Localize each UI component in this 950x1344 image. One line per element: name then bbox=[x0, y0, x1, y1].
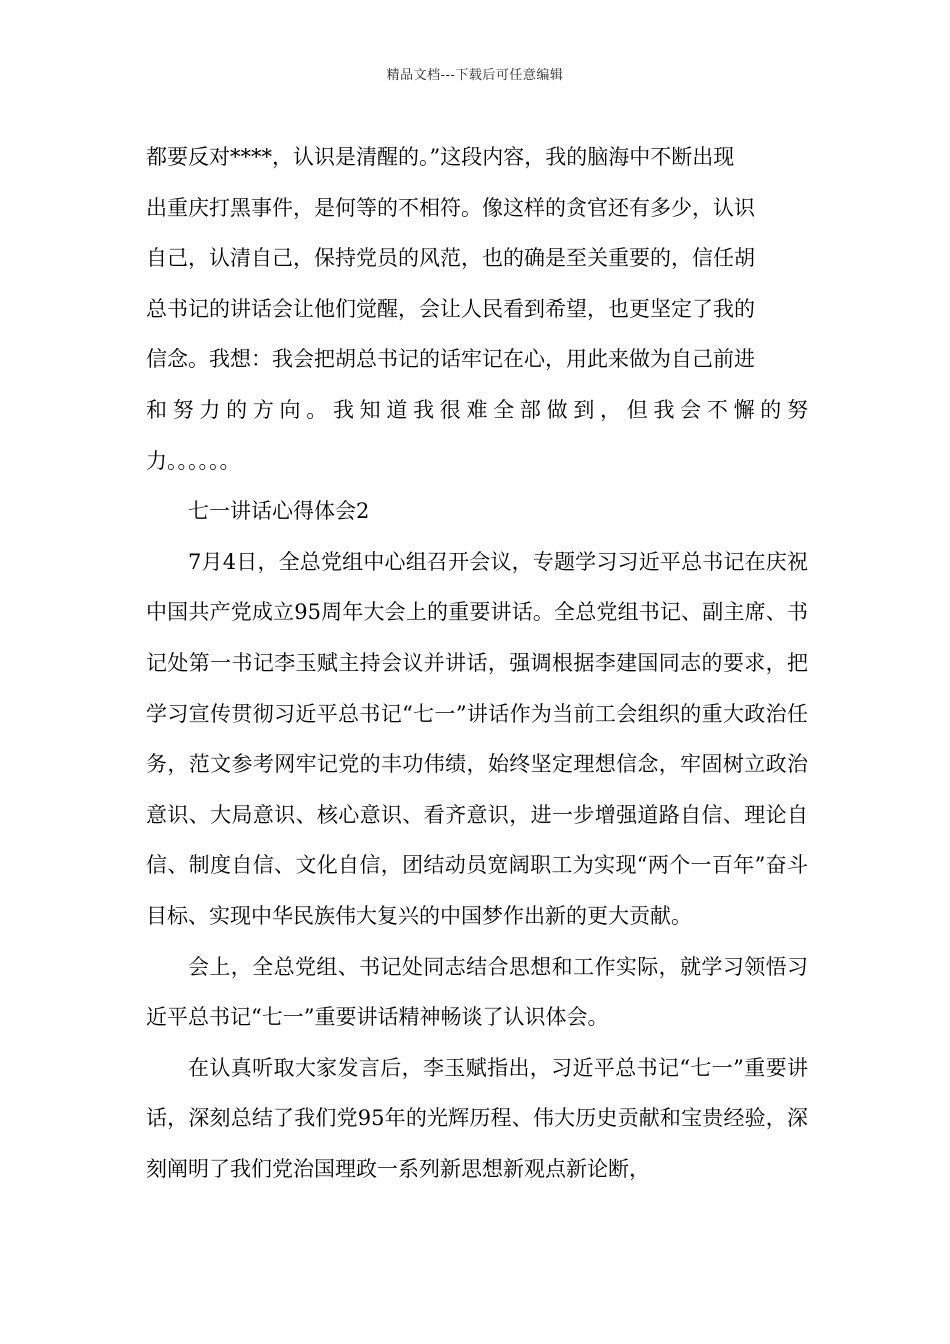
text-line: 都要反对****，认识是清醒的。”这段内容，我的脑海中不断出现 bbox=[146, 145, 735, 169]
text-line: 自己，认清自己，保持党员的风范，也的确是至关重要的，信任胡 bbox=[146, 246, 755, 271]
section-title: 七一讲话心得体会2 bbox=[188, 499, 370, 524]
text-line: 力。。。。。。 bbox=[146, 448, 241, 473]
page-header: 精品文档---下载后可任意编辑 bbox=[386, 68, 564, 83]
document-body bbox=[146, 132, 808, 1194]
paragraph-continuation bbox=[146, 132, 808, 486]
text-line: 信念。我想：我会把胡总书记的话牢记在心，用此来做为自己前进 bbox=[146, 347, 755, 372]
text-line: 和努力的方向。我知道我很难全部做到，但我会不懈的努 bbox=[146, 397, 808, 422]
paragraph-meeting: 7月4日，全总党组中心组召开会议，专题学习习近平总书记在庆祝中国共产党成立95周年大会上的重要讲话。全总党组书记、副主席、书记处第一书记李玉赋主持会议并讲话，强调根据李建国同志的要求，把学习宣传贯彻习近平总书记“七一”讲话作为当前工会组织的重大政治任务，范文参考网牢记党的丰功伟绩，始终坚定理想信念，牢固树立政治意识、大局意识、核心意识、看齐意识，进一步增强道路自信、理论自信、制度自信、文化自信，团结动员宽阔职工为实现“两个一百年”奋斗目标、实现中华民族伟大复兴的中国梦作出新的更大贡献。 bbox=[146, 549, 808, 928]
paragraph-discussion: 会上，全总党组、书记处同志结合思想和工作实际，就学习领悟习近平总书记“七一”重要讲话精神畅谈了认识体会。 bbox=[146, 954, 808, 1030]
text-line: 总书记的讲话会让他们觉醒，会让人民看到希望，也更坚定了我的 bbox=[146, 296, 755, 321]
paragraph-summary: 在认真听取大家发言后，李玉赋指出，习近平总书记“七一”重要讲话，深刻总结了我们党95年的光辉历程、伟大历史贡献和宝贵经验，深刻阐明了我们党治国理政一系列新思想新观点新论断， bbox=[146, 1055, 808, 1181]
text-line: 出重庆打黑事件，是何等的不相符。像这样的贪官还有多少，认识 bbox=[146, 195, 755, 220]
